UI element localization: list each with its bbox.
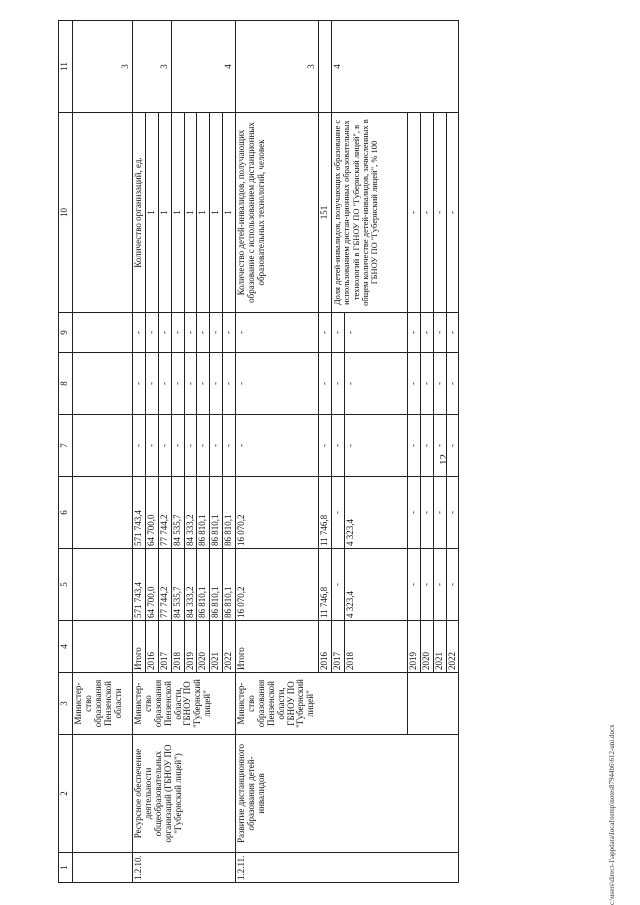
indicator-value: -: [446, 113, 459, 313]
value-cell: 77 744,2: [158, 477, 171, 549]
col-header: 6: [59, 477, 73, 549]
year-cell: 2019: [184, 621, 197, 673]
value-cell: -: [433, 353, 446, 415]
value-cell: -: [236, 415, 319, 477]
value-cell: -: [407, 477, 420, 549]
year-cell: 2018: [171, 621, 184, 673]
value-cell: -: [433, 415, 446, 477]
value-cell: 86 810,1: [210, 549, 223, 621]
value-cell: -: [433, 313, 446, 353]
value-cell: -: [145, 313, 158, 353]
value-cell: -: [133, 313, 146, 353]
year-cell: 2019: [407, 621, 420, 673]
col-header: 4: [59, 621, 73, 673]
value-cell: -: [197, 353, 210, 415]
item-name: Ресурсное обеспечение деятельности общеобразовательных организаций (ГБНОУ ПО "Губернский лицей"): [133, 735, 236, 853]
value-cell: 86 810,1: [197, 477, 210, 549]
value-cell: 77 744,2: [158, 549, 171, 621]
year-cell: 2020: [197, 621, 210, 673]
value-cell: -: [171, 353, 184, 415]
value-cell: 4 323,4: [344, 477, 407, 549]
table-row: [133, 21, 146, 883]
value-cell: -: [210, 415, 223, 477]
value-cell: -: [407, 313, 420, 353]
value-cell: -: [332, 353, 345, 415]
value-cell: 84 333,2: [184, 549, 197, 621]
col-header: 2: [59, 735, 73, 853]
value-cell: -: [332, 477, 345, 549]
responsible-cell: Министер-ство образования Пензенской области, ГБНОУ ПО "Губернский лицей": [236, 673, 408, 735]
table-row: [236, 21, 319, 883]
indicator-value: 1: [158, 113, 171, 313]
value-cell: -: [236, 313, 319, 353]
indicator-cell: Количество организаций, ед.: [133, 113, 146, 313]
value-cell: -: [158, 313, 171, 353]
value-cell: -: [446, 415, 459, 477]
col-header: 9: [59, 313, 73, 353]
value-cell: -: [145, 353, 158, 415]
responsible-cell: Министер-ство образования Пензенской области, ГБНОУ ПО "Губернский лицей": [133, 673, 236, 735]
value-cell: -: [133, 353, 146, 415]
value-cell: -: [184, 313, 197, 353]
col-header: 7: [59, 415, 73, 477]
value-cell: 84 535,7: [171, 549, 184, 621]
indicator-value: -: [420, 113, 433, 313]
value-cell: 84 333,2: [184, 477, 197, 549]
value-cell: 64 700,0: [145, 477, 158, 549]
value-cell: -: [420, 313, 433, 353]
value-cell: -: [420, 415, 433, 477]
value-cell: -: [197, 313, 210, 353]
year-cell: 2017: [158, 621, 171, 673]
value-cell: 84 535,7: [171, 477, 184, 549]
col-header: 10: [59, 113, 73, 313]
value-cell: 4 323,4: [344, 549, 407, 621]
indicator-value: 151: [319, 113, 332, 313]
value-cell: 571 743,4: [133, 477, 146, 549]
value-cell: -: [433, 477, 446, 549]
item-number: 1.2.10.: [133, 853, 236, 883]
year-cell: Итого: [133, 621, 146, 673]
col-header: 3: [59, 673, 73, 735]
value-cell: -: [145, 415, 158, 477]
col11-cell: 4: [171, 21, 235, 113]
value-cell: 86 810,1: [210, 477, 223, 549]
value-cell: -: [420, 353, 433, 415]
value-cell: -: [197, 415, 210, 477]
value-cell: -: [171, 313, 184, 353]
year-cell: 2022: [446, 621, 459, 673]
year-cell: 2022: [223, 621, 236, 673]
value-cell: -: [332, 549, 345, 621]
table-row: [73, 21, 133, 883]
value-cell: -: [210, 353, 223, 415]
col11-cell: 3: [133, 21, 172, 113]
value-cell: -: [344, 313, 407, 353]
value-cell: -: [332, 415, 345, 477]
value-cell: 86 810,1: [197, 549, 210, 621]
value-cell: -: [223, 353, 236, 415]
item-number: 1.2.11.: [236, 853, 459, 883]
value-cell: -: [407, 415, 420, 477]
value-cell: 86 810,1: [223, 549, 236, 621]
indicator-value: 1: [145, 113, 158, 313]
value-cell: -: [420, 477, 433, 549]
value-cell: -: [223, 415, 236, 477]
value-cell: -: [344, 353, 407, 415]
col11-cell: 3: [73, 21, 133, 113]
value-cell: -: [158, 415, 171, 477]
column-number-row: [59, 21, 73, 883]
value-cell: -: [184, 415, 197, 477]
indicator-value: 1: [197, 113, 210, 313]
indicator-value: 1: [210, 113, 223, 313]
value-cell: -: [446, 549, 459, 621]
value-cell: -: [433, 549, 446, 621]
value-cell: -: [236, 353, 319, 415]
value-cell: -: [184, 353, 197, 415]
year-cell: 2020: [420, 621, 433, 673]
value-cell: -: [319, 415, 332, 477]
value-cell: -: [171, 415, 184, 477]
year-cell: 2018: [344, 621, 407, 673]
value-cell: 16 070,2: [236, 477, 319, 549]
indicator-cell: Количество детей-инвалидов, получающих образование с использованием дистанционных образовательных технологий, человек: [236, 113, 319, 313]
value-cell: 11 746,8: [319, 477, 332, 549]
value-cell: -: [344, 415, 407, 477]
col11-cell: 4: [332, 21, 459, 113]
value-cell: -: [223, 313, 236, 353]
year-cell: Итого: [236, 621, 319, 673]
value-cell: -: [407, 353, 420, 415]
value-cell: -: [210, 313, 223, 353]
footer-file-path: c:\users\direct-1\appdata\local\temp\notes87944b6\612-uni.docx: [608, 724, 616, 905]
value-cell: 571 743,4: [133, 549, 146, 621]
indicator-value: -: [407, 113, 420, 313]
responsible-cell: Министер-ство образования Пензенской области: [73, 673, 133, 735]
value-cell: -: [319, 313, 332, 353]
value-cell: 86 810,1: [223, 477, 236, 549]
year-cell: 2021: [210, 621, 223, 673]
item-name: Развитие дистанционного образования детей-инвалидов: [236, 735, 459, 853]
year-cell: 2021: [433, 621, 446, 673]
page-number: 12: [438, 454, 450, 465]
year-cell: 2016: [145, 621, 158, 673]
col-header: 1: [59, 853, 73, 883]
value-cell: -: [420, 549, 433, 621]
indicator-cell: Доля детей-инвалидов, получающих образование с использованием дистан-ционных образовательных технологий в ГБНОУ ПО "Губернский лицей", в общем количестве детей-инвалидов, зачисленных в ГБНОУ ПО "Губернский лицей", % 100: [332, 113, 408, 313]
value-cell: 11 746,8: [319, 549, 332, 621]
year-cell: 2017: [332, 621, 345, 673]
program-table: [58, 20, 459, 883]
value-cell: -: [158, 353, 171, 415]
col11-cell: 3: [236, 21, 319, 113]
year-cell: 2016: [319, 621, 332, 673]
indicator-value: -: [433, 113, 446, 313]
indicator-value: 1: [223, 113, 236, 313]
value-cell: -: [446, 313, 459, 353]
value-cell: -: [332, 313, 345, 353]
col-header: 5: [59, 549, 73, 621]
indicator-value: 1: [171, 113, 184, 313]
value-cell: -: [133, 415, 146, 477]
value-cell: -: [446, 477, 459, 549]
col-header: 11: [59, 21, 73, 113]
col-header: 8: [59, 353, 73, 415]
indicator-value: 1: [184, 113, 197, 313]
value-cell: 16 070,2: [236, 549, 319, 621]
value-cell: -: [319, 353, 332, 415]
value-cell: -: [446, 353, 459, 415]
value-cell: 64 700,0: [145, 549, 158, 621]
value-cell: -: [407, 549, 420, 621]
